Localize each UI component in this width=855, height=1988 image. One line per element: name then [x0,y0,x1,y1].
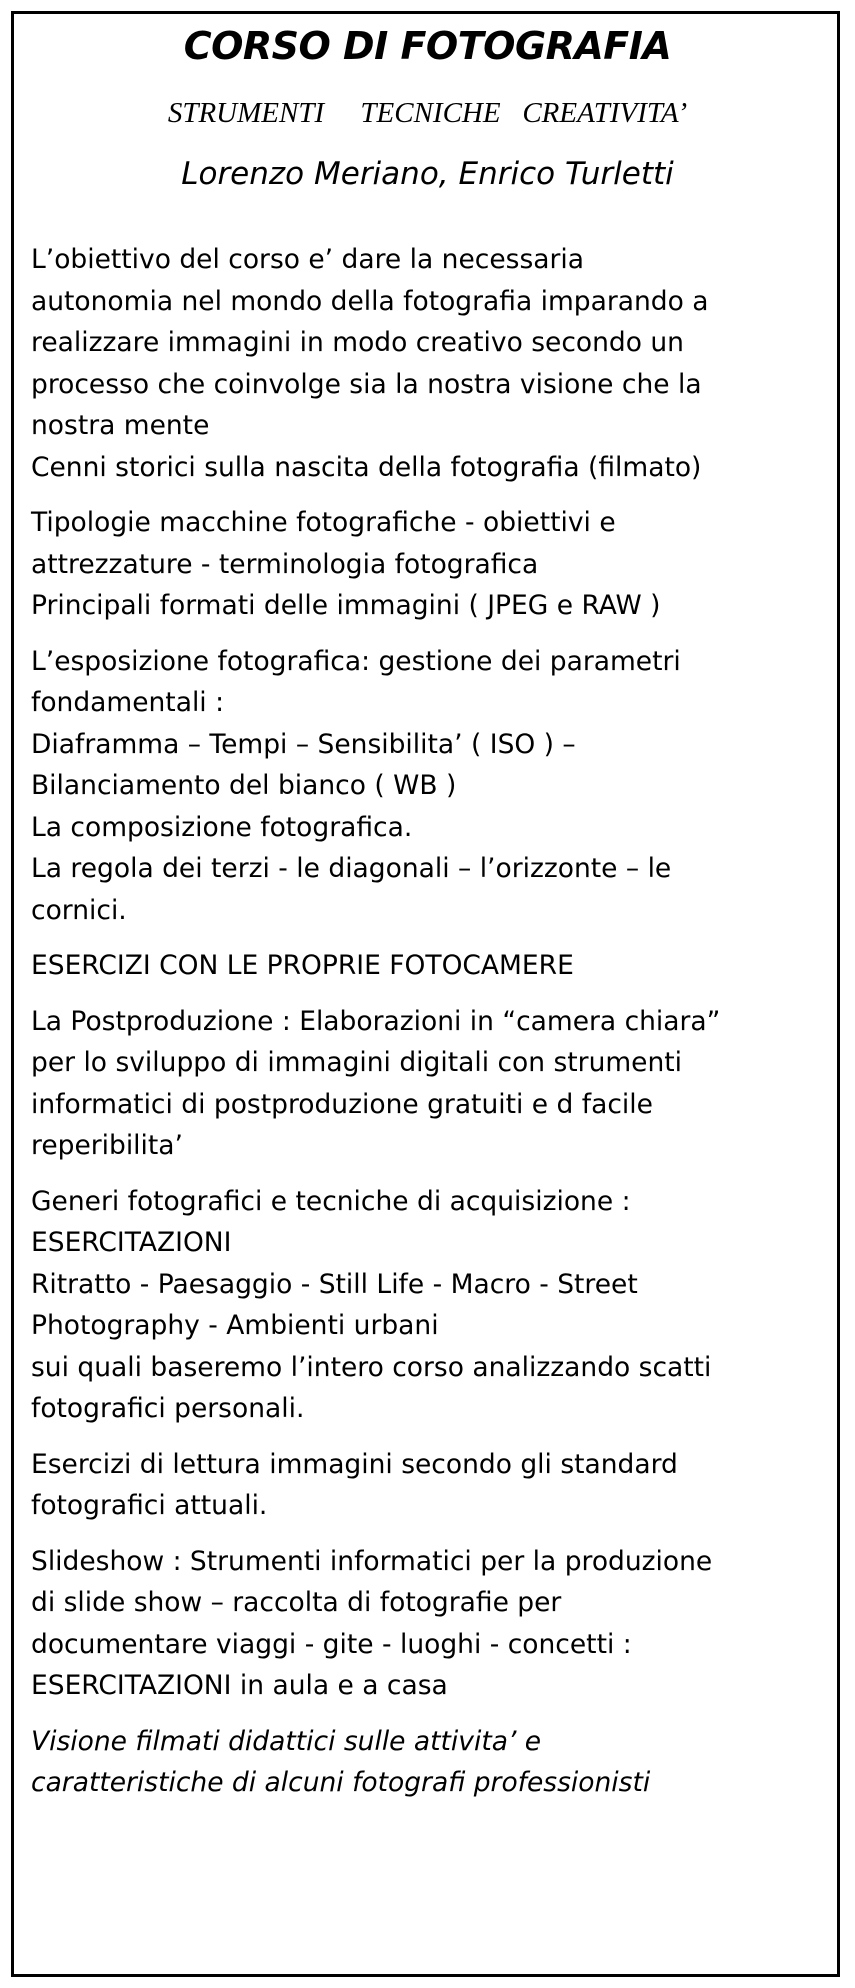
text-line: Visione filmati didattici sulle attivita’ e [31,1725,542,1757]
text-line: nostra mente [31,410,210,441]
text-line: informatici di postproduzione gratuiti e d facile [31,1088,653,1120]
course-subtitle: STRUMENTI TECNICHE CREATIVITA’ [167,97,688,129]
text-line: Ritratto - Paesaggio - Still Life - Macro - Street [31,1268,638,1300]
paragraph-genres [31,1181,831,1430]
paragraph-slideshow [31,1541,831,1707]
text-line: cornici. [31,894,127,926]
text-line: La composizione fotografica. [31,811,413,843]
text-line: attrezzature - terminologia fotografica [31,548,539,580]
paragraph-objective [31,239,831,488]
text-line: processo che coinvolge sia la nostra visione che la [31,368,702,400]
text-line: ESERCIZI CON LE PROPRIE FOTOCAMERE [31,950,574,981]
paragraph-cameras [31,502,831,627]
text-line: Esercizi di lettura immagini secondo gli standard [31,1448,678,1480]
text-line: L’obiettivo del corso e’ dare la necessaria [31,244,584,275]
text-line: Bilanciamento del bianco ( WB ) [31,770,457,801]
text-line: Cenni storici sulla nascita della fotografia (filmato) [31,451,702,483]
paragraph-reading [31,1444,831,1527]
text-line: fotografici personali. [31,1393,305,1424]
text-line: Tipologie macchine fotografiche - obiettivi e [31,507,616,538]
text-line: fondamentali : [31,687,225,718]
text-line: Generi fotografici e tecniche di acquisizione : [31,1185,631,1217]
paragraph-postproduction [31,1001,831,1167]
text-line: di slide show – raccolta di fotografie per [31,1587,562,1618]
paragraph-videos [31,1721,831,1804]
text-line: autonomia nel mondo della fotografia imparando a [31,285,709,317]
paragraph-exercises [31,945,831,987]
text-line: sui quali baseremo l’intero corso analizzando scatti [31,1351,712,1383]
text-line: fotografici attuali. [31,1490,268,1521]
text-line: per lo sviluppo di immagini digitali con strumenti [31,1047,683,1078]
paragraph-exposure [31,641,831,932]
text-line: Principali formati delle immagini ( JPEG e RAW ) [31,590,661,621]
course-program [31,239,831,1818]
text-line: Diaframma – Tempi – Sensibilita’ ( ISO ) – [31,728,576,760]
text-line: Slideshow : Strumenti informatici per la produzione [31,1545,713,1577]
text-line: Photography - Ambienti urbani [31,1310,439,1341]
course-title: CORSO DI FOTOGRAFIA [183,24,672,68]
text-line: La regola dei terzi - le diagonali – l’orizzonte – le [31,853,672,884]
text-line: documentare viaggi - gite - luoghi - concetti : [31,1628,632,1660]
text-line: ESERCITAZIONI in aula e a casa [31,1670,448,1701]
text-line: ESERCITAZIONI [31,1227,232,1258]
text-line: reperibilita’ [31,1130,183,1161]
text-line: caratteristiche di alcuni fotografi professionisti [31,1767,651,1798]
course-authors: Lorenzo Meriano, Enrico Turletti [181,156,674,192]
text-line: L’esposizione fotografica: gestione dei parametri [31,645,681,677]
text-line: realizzare immagini in modo creativo secondo un [31,327,684,358]
text-line: La Postproduzione : Elaborazioni in “camera chiara” [31,1005,721,1037]
